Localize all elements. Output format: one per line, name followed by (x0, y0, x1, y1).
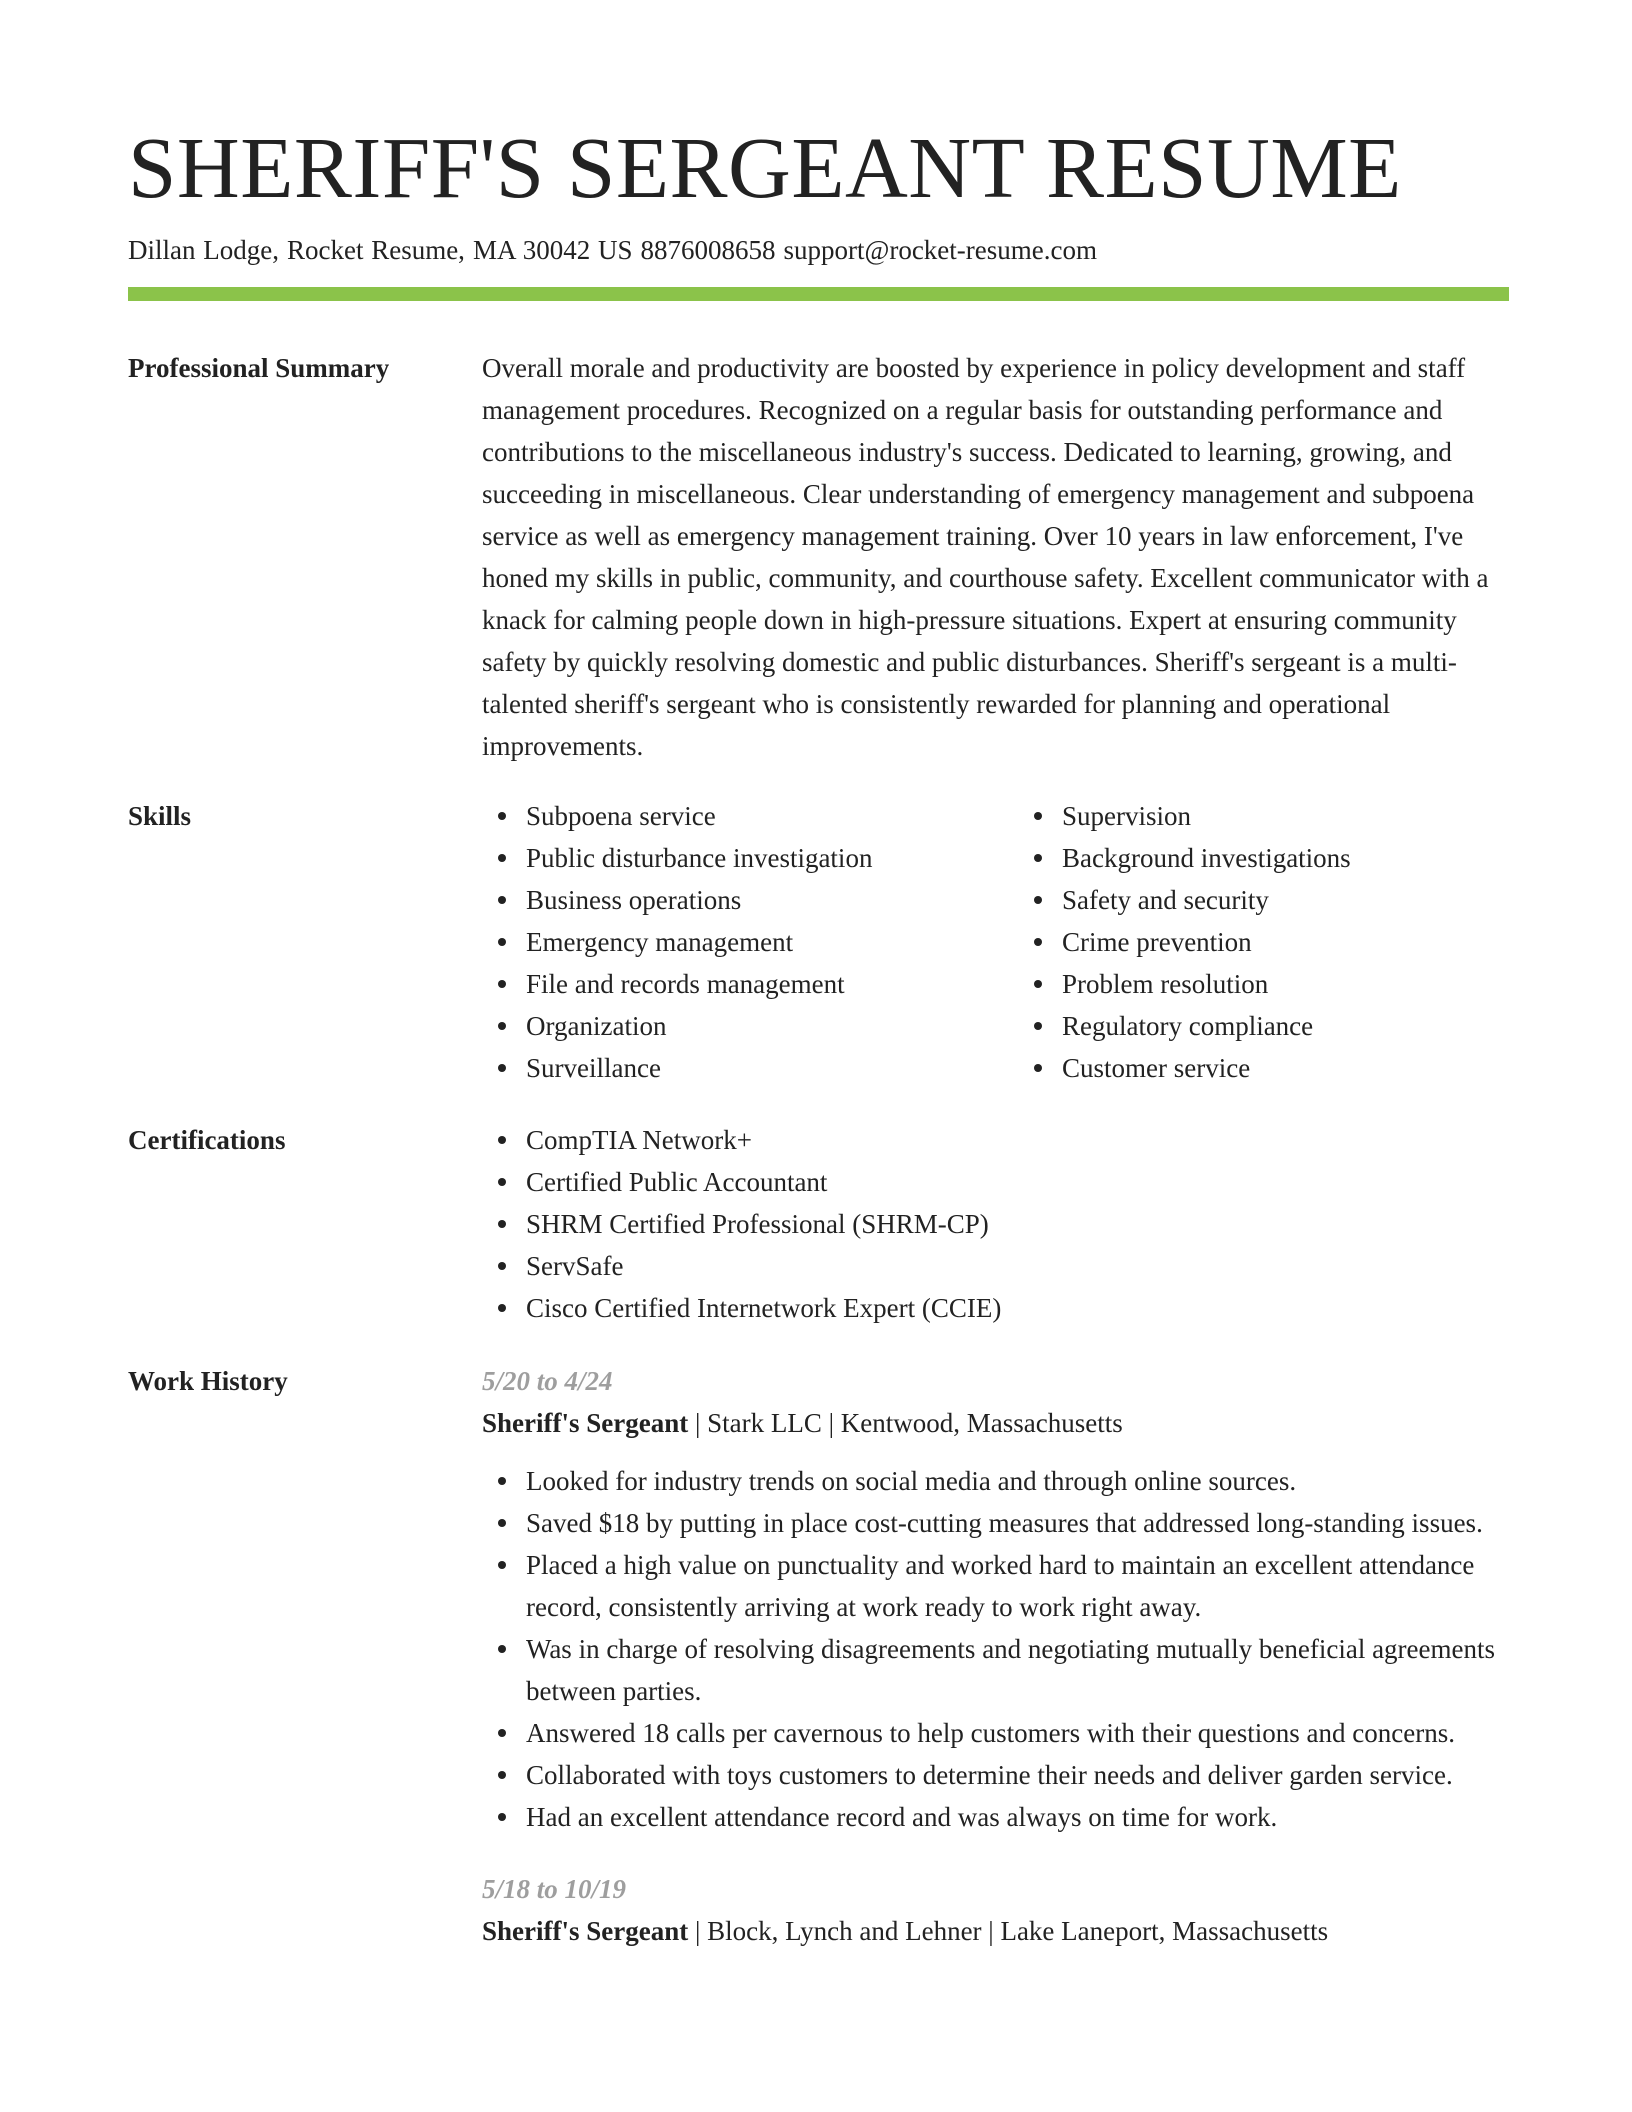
certification-item: ServSafe (526, 1245, 1509, 1287)
summary-text: Overall morale and productivity are boosted by experience in policy development and staff management procedures. Recognized on a regular basis for outstanding performance and contributions to the miscellaneous industry's success. Dedicated to learning, growing, and succeeding in miscellaneous. Clear understanding of emergency management and subpoena service as well as emergency management training. Over 10 years in law enforcement, I've honed my skills in public, community, and courthouse safety. Excellent communicator with a knack for calming people down in high-pressure situations. Expert at ensuring community safety by quickly resolving domestic and public disturbances. Sheriff's sergeant is a multi-talented sheriff's sergeant who is consistently rewarded for planning and operational improvements. (482, 353, 1489, 761)
job-bullet: Saved $18 by putting in place cost-cutting measures that addressed long-standing issues. (526, 1502, 1509, 1544)
summary-label: Professional Summary (128, 353, 390, 383)
skill-item: Public disturbance investigation (526, 837, 974, 879)
job-bullet: Was in charge of resolving disagreements and negotiating mutually beneficial agreements between parties. (526, 1628, 1509, 1712)
job-details: | Stark LLC | Kentwood, Massachusetts (688, 1408, 1123, 1438)
contact-company: Rocket Resume, (286, 235, 465, 265)
work-history-label: Work History (128, 1366, 288, 1396)
skill-item: Customer service (1062, 1047, 1509, 1089)
contact-line (128, 233, 1097, 267)
job-bullet: Had an excellent attendance record and was always on time for work. (526, 1796, 1509, 1838)
certifications-label: Certifications (128, 1125, 286, 1155)
job-bullet: Collaborated with toys customers to determine their needs and deliver garden service. (526, 1754, 1509, 1796)
skill-item: Organization (526, 1005, 974, 1047)
skill-item: Emergency management (526, 921, 974, 963)
skill-item: Supervision (1062, 795, 1509, 837)
skill-item: Crime prevention (1062, 921, 1509, 963)
job-title-line (482, 1910, 1509, 1952)
certification-item: CompTIA Network+ (526, 1119, 1509, 1161)
certification-item: Certified Public Accountant (526, 1161, 1509, 1203)
resume-title: SHERIFF'S SERGEANT RESUME (128, 119, 1402, 216)
skill-item: Subpoena service (526, 795, 974, 837)
contact-email: support@rocket-resume.com (783, 235, 1097, 265)
job-entry (482, 1868, 1509, 1952)
certification-item: SHRM Certified Professional (SHRM-CP) (526, 1203, 1509, 1245)
job-role: Sheriff's Sergeant (482, 1408, 689, 1438)
job-bullet: Looked for industry trends on social media and through online sources. (526, 1460, 1509, 1502)
contact-phone: 8876008658 (640, 235, 776, 265)
job-entry (482, 1360, 1509, 1838)
job-role: Sheriff's Sergeant (482, 1916, 689, 1946)
job-bullet: Answered 18 calls per cavernous to help customers with their questions and concerns. (526, 1712, 1509, 1754)
skill-item: Business operations (526, 879, 974, 921)
skill-item: Problem resolution (1062, 963, 1509, 1005)
skills-label: Skills (128, 801, 192, 831)
job-details: | Block, Lynch and Lehner | Lake Laneport, Massachusetts (688, 1916, 1329, 1946)
skill-item: Background investigations (1062, 837, 1509, 879)
certifications-body (482, 1119, 1509, 1329)
skill-item: Surveillance (526, 1047, 974, 1089)
certification-item: Cisco Certified Internetwork Expert (CCIE) (526, 1287, 1509, 1329)
job-bullets (482, 1460, 1509, 1838)
skill-item: File and records management (526, 963, 974, 1005)
job-title-line (482, 1402, 1509, 1444)
job-dates: 5/20 to 4/24 (482, 1366, 613, 1396)
job-dates: 5/18 to 10/19 (482, 1874, 627, 1904)
accent-divider (128, 287, 1509, 301)
job-bullet: Placed a high value on punctuality and worked hard to maintain an excellent attendance record, consistently arriving at work ready to work right away. (526, 1544, 1509, 1628)
certifications-list (482, 1119, 1509, 1329)
skills-list-left (482, 795, 974, 1089)
work-history-body (482, 1360, 1509, 1952)
skill-item: Regulatory compliance (1062, 1005, 1509, 1047)
skills-body (482, 795, 1509, 1089)
skills-list-right (1018, 795, 1509, 1089)
contact-name: Dillan Lodge, (128, 235, 279, 265)
summary-body (482, 347, 1509, 767)
contact-location: MA 30042 US (472, 235, 633, 265)
skill-item: Safety and security (1062, 879, 1509, 921)
